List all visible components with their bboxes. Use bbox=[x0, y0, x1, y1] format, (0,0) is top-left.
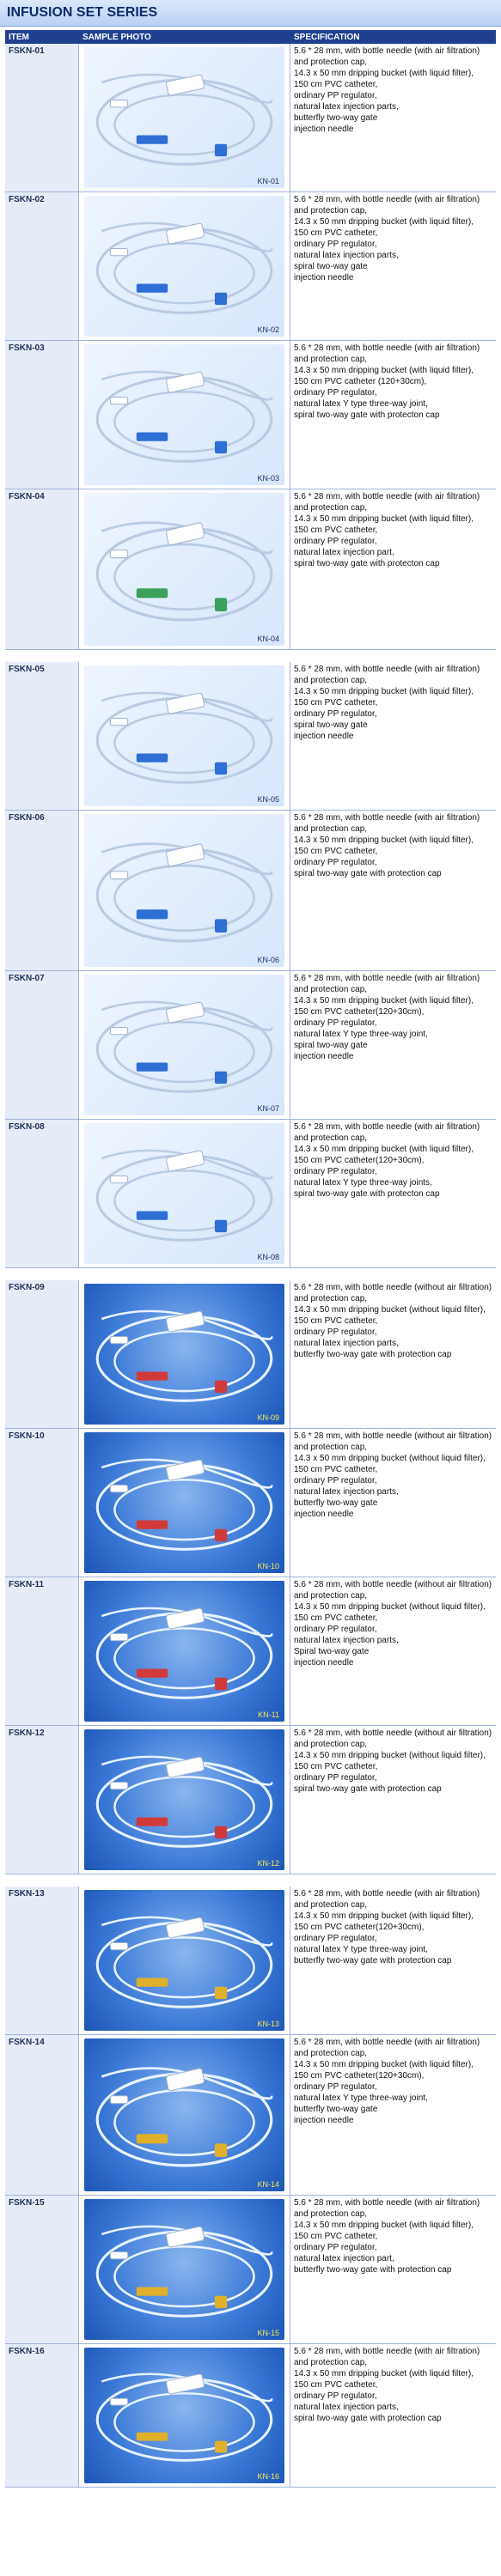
photo-code-label: KN-12 bbox=[257, 1859, 279, 1868]
spec-line: 14.3 x 50 mm dripping bucket (with liquid filter), bbox=[294, 1911, 474, 1921]
spec-line: Spiral two-way gate bbox=[294, 1647, 370, 1656]
specification bbox=[290, 811, 496, 970]
table-row bbox=[5, 192, 496, 341]
specification bbox=[290, 341, 496, 489]
item-code: FSKN-03 bbox=[5, 341, 79, 489]
spec-line: ordinary PP regulator, bbox=[294, 2243, 377, 2252]
item-code: FSKN-13 bbox=[5, 1886, 79, 2034]
spec-line: injection needle bbox=[294, 125, 354, 134]
spec-line: spiral two-way gate with protection cap bbox=[294, 869, 442, 878]
spec-line: natural latex injection parts, bbox=[294, 1636, 399, 1645]
spec-line: 150 cm PVC catheter, bbox=[294, 1316, 378, 1326]
spec-line: natural latex injection parts, bbox=[294, 251, 399, 260]
table-row bbox=[5, 44, 496, 192]
spec-line: ordinary PP regulator, bbox=[294, 388, 377, 398]
specification bbox=[290, 1577, 496, 1725]
tube-drawing bbox=[84, 47, 284, 188]
table-row bbox=[5, 1120, 496, 1268]
spec-line: natural latex injection parts, bbox=[294, 1339, 399, 1348]
item-code: FSKN-06 bbox=[5, 811, 79, 970]
spec-line: spiral two-way gate with protecton cap bbox=[294, 559, 440, 568]
specification bbox=[290, 1120, 496, 1267]
spec-line: natural latex injection parts, bbox=[294, 2403, 399, 2412]
photo-code-label: KN-15 bbox=[257, 2329, 279, 2337]
spec-line: natural latex Y type three-way joint, bbox=[294, 1945, 428, 1954]
infusion-set-photo bbox=[84, 493, 284, 646]
tube-drawing bbox=[84, 814, 284, 967]
spec-line: spiral two-way gate with protecton cap bbox=[294, 1189, 440, 1199]
spec-line: 14.3 x 50 mm dripping bucket (without liquid filter), bbox=[294, 1602, 486, 1612]
spec-line: 5.6 * 28 mm, with bottle needle (with air filtration) and protection cap, bbox=[294, 2347, 480, 2367]
specification bbox=[290, 2035, 496, 2195]
spec-line: 5.6 * 28 mm, with bottle needle (with air filtration) and protection cap, bbox=[294, 343, 480, 364]
spec-line: injection needle bbox=[294, 1052, 354, 1061]
specification bbox=[290, 489, 496, 649]
item-code: FSKN-07 bbox=[5, 971, 79, 1119]
photo-code-label: KN-03 bbox=[257, 474, 279, 483]
header-item: ITEM bbox=[9, 32, 29, 42]
table-header bbox=[5, 30, 496, 44]
infusion-set-photo bbox=[84, 2199, 284, 2340]
photo-code-label: KN-11 bbox=[258, 1710, 279, 1719]
spec-line: 150 cm PVC catheter(120+30cm), bbox=[294, 1156, 425, 1165]
table-row bbox=[5, 1886, 496, 2035]
specification bbox=[290, 2344, 496, 2487]
spec-line: spiral two-way gate with protecton cap bbox=[294, 410, 440, 420]
spec-line: 150 cm PVC catheter, bbox=[294, 1762, 378, 1771]
spec-line: 150 cm PVC catheter, bbox=[294, 2380, 378, 2390]
item-code: FSKN-05 bbox=[5, 662, 79, 810]
table-row bbox=[5, 1726, 496, 1874]
table-body bbox=[5, 44, 496, 2488]
header-photo: SAMPLE PHOTO bbox=[82, 32, 151, 42]
spec-line: 150 cm PVC catheter, bbox=[294, 228, 378, 238]
infusion-set-photo bbox=[84, 1581, 284, 1722]
tube-drawing bbox=[84, 344, 284, 485]
infusion-set-photo bbox=[84, 344, 284, 485]
sample-photo-cell bbox=[79, 1886, 290, 2034]
spec-line: injection needle bbox=[294, 2116, 354, 2125]
photo-code-label: KN-07 bbox=[257, 1104, 279, 1113]
sample-photo-cell bbox=[79, 2196, 290, 2343]
spec-line: 14.3 x 50 mm dripping bucket (with liquid filter), bbox=[294, 996, 474, 1005]
spec-line: 14.3 x 50 mm dripping bucket (with liquid filter), bbox=[294, 835, 474, 845]
spec-line: injection needle bbox=[294, 1510, 354, 1519]
photo-code-label: KN-01 bbox=[257, 177, 279, 185]
spec-line: ordinary PP regulator, bbox=[294, 709, 377, 719]
infusion-set-photo bbox=[84, 1729, 284, 1870]
photo-code-label: KN-04 bbox=[257, 635, 279, 643]
spec-line: 150 cm PVC catheter, bbox=[294, 1465, 378, 1474]
spec-line: spiral two-way gate bbox=[294, 1041, 368, 1050]
spec-line: 5.6 * 28 mm, with bottle needle (with air filtration) and protection cap, bbox=[294, 1122, 480, 1143]
sample-photo-cell bbox=[79, 489, 290, 649]
spec-line: ordinary PP regulator, bbox=[294, 240, 377, 249]
spec-line: 14.3 x 50 mm dripping bucket (with liquid filter), bbox=[294, 366, 474, 375]
table-row bbox=[5, 489, 496, 650]
sample-photo-cell bbox=[79, 2344, 290, 2487]
spec-line: natural latex injection part, bbox=[294, 548, 394, 557]
sample-photo-cell bbox=[79, 44, 290, 191]
spec-line: natural latex Y type three-way joint, bbox=[294, 399, 428, 409]
spec-line: 14.3 x 50 mm dripping bucket (without liquid filter), bbox=[294, 1454, 486, 1463]
photo-code-label: KN-10 bbox=[257, 1562, 279, 1571]
spec-line: 150 cm PVC catheter(120+30cm), bbox=[294, 2071, 425, 2081]
infusion-set-photo bbox=[84, 2038, 284, 2191]
spec-line: 5.6 * 28 mm, with bottle needle (with air filtration) and protection cap, bbox=[294, 665, 480, 685]
sample-photo-cell bbox=[79, 1280, 290, 1428]
spec-line: 14.3 x 50 mm dripping bucket (with liquid filter), bbox=[294, 69, 474, 78]
spec-line: 5.6 * 28 mm, with bottle needle (with air filtration) and protection cap, bbox=[294, 813, 480, 834]
photo-code-label: KN-16 bbox=[257, 2472, 279, 2481]
tube-drawing bbox=[84, 975, 284, 1115]
photo-code-label: KN-05 bbox=[257, 795, 279, 804]
tube-drawing bbox=[84, 1123, 284, 1264]
spec-line: 150 cm PVC catheter, bbox=[294, 526, 378, 535]
infusion-set-photo bbox=[84, 665, 284, 806]
sample-photo-cell bbox=[79, 1726, 290, 1874]
tube-drawing bbox=[84, 665, 284, 806]
spec-line: injection needle bbox=[294, 273, 354, 283]
spec-line: 5.6 * 28 mm, with bottle needle (without air filtration) and protection cap, bbox=[294, 1728, 492, 1749]
section-gap bbox=[5, 1268, 496, 1280]
table-row bbox=[5, 1429, 496, 1577]
tube-drawing bbox=[84, 1284, 284, 1425]
item-code: FSKN-01 bbox=[5, 44, 79, 191]
photo-code-label: KN-13 bbox=[257, 2020, 279, 2028]
spec-line: 5.6 * 28 mm, with bottle needle (without air filtration) and protection cap, bbox=[294, 1580, 492, 1601]
infusion-set-photo bbox=[84, 1284, 284, 1425]
spec-line: spiral two-way gate with protection cap bbox=[294, 1784, 442, 1794]
table-row bbox=[5, 341, 496, 489]
spec-line: 14.3 x 50 mm dripping bucket (with liquid filter), bbox=[294, 2221, 474, 2230]
spec-line: ordinary PP regulator, bbox=[294, 1018, 377, 1028]
spec-line: natural latex injection parts, bbox=[294, 102, 399, 112]
sample-photo-cell bbox=[79, 1429, 290, 1577]
spec-line: ordinary PP regulator, bbox=[294, 1934, 377, 1943]
specification bbox=[290, 1280, 496, 1428]
spec-line: ordinary PP regulator, bbox=[294, 1327, 377, 1337]
sample-photo-cell bbox=[79, 192, 290, 340]
infusion-set-photo bbox=[84, 975, 284, 1115]
spec-line: ordinary PP regulator, bbox=[294, 91, 377, 100]
item-code: FSKN-04 bbox=[5, 489, 79, 649]
infusion-set-photo bbox=[84, 1432, 284, 1573]
photo-code-label: KN-09 bbox=[257, 1413, 279, 1422]
spec-line: ordinary PP regulator, bbox=[294, 1625, 377, 1634]
spec-line: natural latex Y type three-way joint, bbox=[294, 1030, 428, 1039]
spec-line: ordinary PP regulator, bbox=[294, 858, 377, 867]
table-row bbox=[5, 1577, 496, 1726]
spec-line: natural latex injection part, bbox=[294, 2254, 394, 2263]
spec-line: 5.6 * 28 mm, with bottle needle (with air filtration) and protection cap, bbox=[294, 46, 480, 67]
spec-line: 5.6 * 28 mm, with bottle needle (with air filtration) and protection cap, bbox=[294, 2038, 480, 2058]
spec-line: 14.3 x 50 mm dripping bucket (without liquid filter), bbox=[294, 1751, 486, 1760]
tube-drawing bbox=[84, 1890, 284, 2031]
specification bbox=[290, 1429, 496, 1577]
item-code: FSKN-14 bbox=[5, 2035, 79, 2195]
spec-line: ordinary PP regulator, bbox=[294, 537, 377, 546]
specification bbox=[290, 1726, 496, 1874]
infusion-set-photo bbox=[84, 814, 284, 967]
sample-photo-cell bbox=[79, 662, 290, 810]
spec-line: 150 cm PVC catheter, bbox=[294, 847, 378, 856]
spec-line: 5.6 * 28 mm, with bottle needle (with air filtration) and protection cap, bbox=[294, 492, 480, 513]
sample-photo-cell bbox=[79, 811, 290, 970]
product-table bbox=[0, 27, 501, 2488]
spec-line: 150 cm PVC catheter, bbox=[294, 1613, 378, 1623]
item-code: FSKN-09 bbox=[5, 1280, 79, 1428]
tube-drawing bbox=[84, 1729, 284, 1870]
table-row bbox=[5, 971, 496, 1120]
spec-line: ordinary PP regulator, bbox=[294, 1773, 377, 1783]
infusion-set-photo bbox=[84, 196, 284, 337]
spec-line: 150 cm PVC catheter (120+30cm), bbox=[294, 377, 427, 386]
spec-line: ordinary PP regulator, bbox=[294, 2082, 377, 2092]
sample-photo-cell bbox=[79, 1120, 290, 1267]
section-gap bbox=[5, 1874, 496, 1886]
item-code: FSKN-16 bbox=[5, 2344, 79, 2487]
tube-drawing bbox=[84, 2348, 284, 2483]
spec-line: 5.6 * 28 mm, with bottle needle (without air filtration) and protection cap, bbox=[294, 1283, 492, 1303]
spec-line: 150 cm PVC catheter, bbox=[294, 698, 378, 708]
infusion-set-photo bbox=[84, 47, 284, 188]
table-row bbox=[5, 811, 496, 971]
spec-line: ordinary PP regulator, bbox=[294, 2391, 377, 2401]
item-code: FSKN-11 bbox=[5, 1577, 79, 1725]
spec-line: natural latex injection parts, bbox=[294, 1487, 399, 1497]
tube-drawing bbox=[84, 2038, 284, 2191]
item-code: FSKN-08 bbox=[5, 1120, 79, 1267]
sample-photo-cell bbox=[79, 2035, 290, 2195]
table-row bbox=[5, 2344, 496, 2488]
specification bbox=[290, 662, 496, 810]
spec-line: spiral two-way gate bbox=[294, 720, 368, 730]
spec-line: butterfly two-way gate bbox=[294, 1498, 378, 1508]
spec-line: 150 cm PVC catheter, bbox=[294, 80, 378, 89]
specification bbox=[290, 44, 496, 191]
tube-drawing bbox=[84, 1432, 284, 1573]
photo-code-label: KN-06 bbox=[257, 956, 279, 964]
spec-line: 14.3 x 50 mm dripping bucket (with liquid filter), bbox=[294, 1145, 474, 1154]
table-row bbox=[5, 1280, 496, 1429]
infusion-set-photo bbox=[84, 2348, 284, 2483]
spec-line: 14.3 x 50 mm dripping bucket (without liquid filter), bbox=[294, 1305, 486, 1315]
photo-code-label: KN-08 bbox=[257, 1253, 279, 1261]
item-code: FSKN-12 bbox=[5, 1726, 79, 1874]
spec-line: spiral two-way gate with protection cap bbox=[294, 2414, 442, 2423]
specification bbox=[290, 1886, 496, 2034]
specification bbox=[290, 192, 496, 340]
tube-drawing bbox=[84, 1581, 284, 1722]
spec-line: 5.6 * 28 mm, with bottle needle (with air filtration) and protection cap, bbox=[294, 2198, 480, 2219]
section-gap bbox=[5, 650, 496, 662]
sample-photo-cell bbox=[79, 1577, 290, 1725]
spec-line: injection needle bbox=[294, 1658, 354, 1668]
spec-line: 150 cm PVC catheter, bbox=[294, 2232, 378, 2241]
infusion-set-photo bbox=[84, 1123, 284, 1264]
table-row bbox=[5, 2196, 496, 2344]
spec-line: butterfly two-way gate with protection cap bbox=[294, 1350, 452, 1359]
spec-line: spiral two-way gate bbox=[294, 262, 368, 271]
spec-line: 14.3 x 50 mm dripping bucket (with liquid filter), bbox=[294, 514, 474, 524]
sample-photo-cell bbox=[79, 341, 290, 489]
photo-code-label: KN-02 bbox=[257, 325, 279, 334]
spec-line: 5.6 * 28 mm, with bottle needle (with air filtration) and protection cap, bbox=[294, 1889, 480, 1910]
specification bbox=[290, 2196, 496, 2343]
item-code: FSKN-15 bbox=[5, 2196, 79, 2343]
item-code: FSKN-02 bbox=[5, 192, 79, 340]
spec-line: butterfly two-way gate with protection cap bbox=[294, 2265, 452, 2275]
spec-line: 150 cm PVC catheter(120+30cm), bbox=[294, 1923, 425, 1932]
spec-line: butterfly two-way gate with protection cap bbox=[294, 1956, 452, 1965]
spec-line: 14.3 x 50 mm dripping bucket (with liquid filter), bbox=[294, 687, 474, 696]
spec-line: natural latex Y type three-way joints, bbox=[294, 1178, 432, 1188]
tube-drawing bbox=[84, 196, 284, 337]
table-row bbox=[5, 662, 496, 811]
spec-line: ordinary PP regulator, bbox=[294, 1476, 377, 1485]
infusion-set-photo bbox=[84, 1890, 284, 2031]
item-code: FSKN-10 bbox=[5, 1429, 79, 1577]
spec-line: 14.3 x 50 mm dripping bucket (with liquid filter), bbox=[294, 2369, 474, 2379]
spec-line: ordinary PP regulator, bbox=[294, 1167, 377, 1176]
tube-drawing bbox=[84, 2199, 284, 2340]
spec-line: 14.3 x 50 mm dripping bucket (with liquid filter), bbox=[294, 217, 474, 227]
page-title: INFUSION SET SERIES bbox=[0, 0, 501, 27]
spec-line: 5.6 * 28 mm, with bottle needle (without air filtration) and protection cap, bbox=[294, 1431, 492, 1452]
header-spec: SPECIFICATION bbox=[294, 32, 360, 42]
table-row bbox=[5, 2035, 496, 2196]
spec-line: butterfly two-way gate bbox=[294, 2105, 378, 2114]
specification bbox=[290, 971, 496, 1119]
tube-drawing bbox=[84, 493, 284, 646]
spec-line: 150 cm PVC catheter(120+30cm), bbox=[294, 1007, 425, 1017]
spec-line: 14.3 x 50 mm dripping bucket (with liquid filter), bbox=[294, 2060, 474, 2069]
spec-line: butterfly two-way gate bbox=[294, 113, 378, 123]
spec-line: injection needle bbox=[294, 732, 354, 741]
spec-line: 5.6 * 28 mm, with bottle needle (with air filtration) and protection cap, bbox=[294, 974, 480, 994]
spec-line: 5.6 * 28 mm, with bottle needle (with air filtration) and protection cap, bbox=[294, 195, 480, 216]
spec-line: natural latex Y type three-way joint, bbox=[294, 2093, 428, 2103]
photo-code-label: KN-14 bbox=[257, 2180, 279, 2189]
sample-photo-cell bbox=[79, 971, 290, 1119]
